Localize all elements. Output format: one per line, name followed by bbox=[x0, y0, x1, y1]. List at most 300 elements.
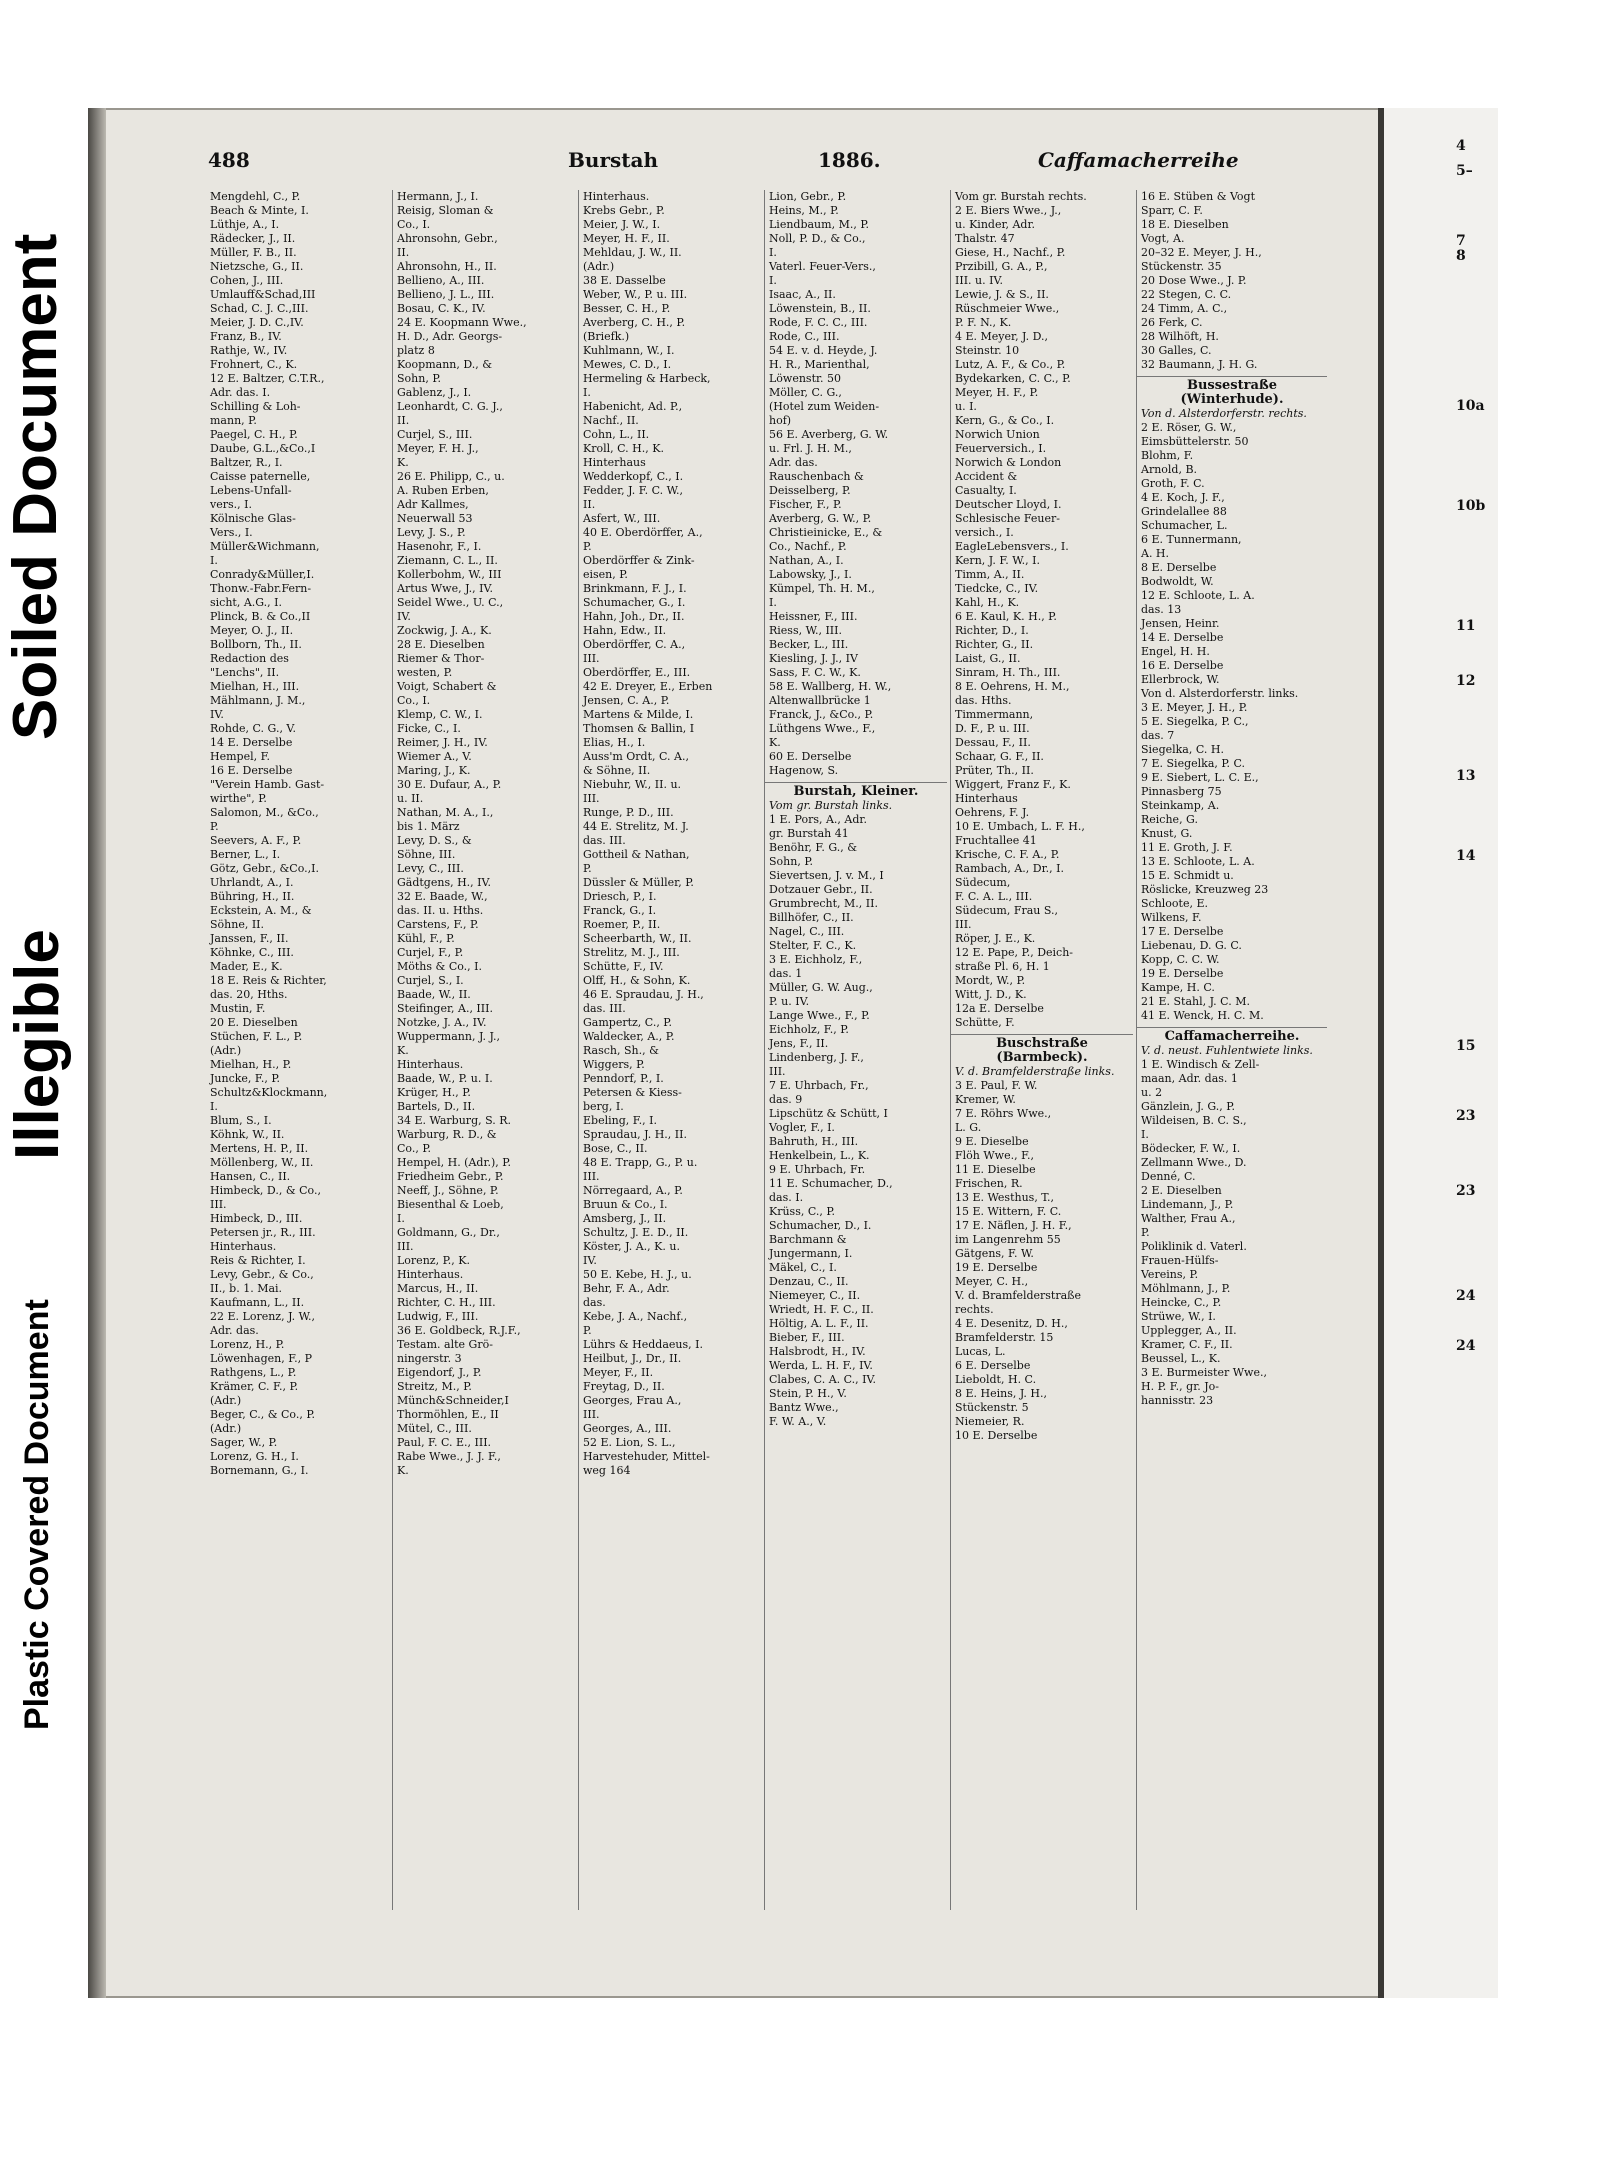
directory-entry: Becker, L., III. bbox=[769, 638, 849, 651]
directory-entry: Kaufmann, L., II. bbox=[210, 1296, 305, 1309]
directory-entry: Lührs & Heddaeus, I. bbox=[583, 1338, 703, 1351]
directory-column-2 bbox=[392, 190, 575, 1910]
directory-entry: 9 E. Siebert, L. C. E., bbox=[1141, 771, 1259, 784]
directory-entry: Bose, C., II. bbox=[583, 1142, 648, 1155]
directory-column-5 bbox=[950, 190, 1133, 1910]
directory-entry: I. bbox=[769, 596, 777, 609]
directory-entry: 20–32 E. Meyer, J. H., bbox=[1141, 246, 1262, 259]
directory-entry: Meyer, C. H., bbox=[955, 1275, 1029, 1288]
directory-entry: Freytag, D., II. bbox=[583, 1380, 665, 1393]
directory-entry: Gampertz, C., P. bbox=[583, 1016, 672, 1029]
adjacent-page-number: 23 bbox=[1456, 1183, 1476, 1199]
directory-entry: Driesch, P., I. bbox=[583, 890, 657, 903]
directory-entry: I. bbox=[769, 246, 777, 259]
directory-entry: Blum, S., I. bbox=[210, 1114, 272, 1127]
directory-entry: Niebuhr, W., II. u. bbox=[583, 778, 682, 791]
directory-entry: Sass, F. C. W., K. bbox=[769, 666, 861, 679]
directory-entry: Levy, J. S., P. bbox=[397, 526, 466, 539]
directory-entry: Heincke, C., P. bbox=[1141, 1296, 1222, 1309]
directory-entry: Rädecker, J., II. bbox=[210, 232, 296, 245]
directory-entry: Hempel, F. bbox=[210, 750, 271, 763]
directory-entry: Kern, G., & Co., I. bbox=[955, 414, 1055, 427]
directory-entry: Wuppermann, J. J., bbox=[397, 1030, 501, 1043]
directory-entry: Friedheim Gebr., P. bbox=[397, 1170, 504, 1183]
directory-entry: Köhnke, C., III. bbox=[210, 946, 294, 959]
directory-entry: Schütte, F., IV. bbox=[583, 960, 664, 973]
directory-entry: Olff, H., & Sohn, K. bbox=[583, 974, 691, 987]
directory-entry: Co., Nachf., P. bbox=[769, 540, 847, 553]
directory-entry: Flöh Wwe., F., bbox=[955, 1149, 1034, 1162]
directory-entry: Schumacher, G., I. bbox=[583, 596, 686, 609]
directory-entry: 20 Dose Wwe., J. P. bbox=[1141, 274, 1247, 287]
directory-entry: Oberdörffer, E., III. bbox=[583, 666, 691, 679]
directory-entry: bis 1. März bbox=[397, 820, 460, 833]
directory-entry: 11 E. Dieselbe bbox=[955, 1163, 1036, 1176]
directory-entry: Pinnasberg 75 bbox=[1141, 785, 1222, 798]
directory-entry: Köhnk, W., II. bbox=[210, 1128, 285, 1141]
directory-entry: berg, I. bbox=[583, 1100, 624, 1113]
directory-entry: 30 Galles, C. bbox=[1141, 344, 1212, 357]
adjacent-page-number: 4 bbox=[1456, 138, 1466, 154]
directory-entry: Lindemann, J., P. bbox=[1141, 1198, 1234, 1211]
directory-entry: Meyer, H. F., II. bbox=[583, 232, 670, 245]
directory-entry: Umlauff&Schad,III bbox=[210, 288, 316, 301]
directory-entry: 3 E. Meyer, J. H., P. bbox=[1141, 701, 1248, 714]
directory-entry: 1 E. Windisch & Zell- bbox=[1141, 1058, 1260, 1071]
directory-entry: Bühring, H., II. bbox=[210, 890, 295, 903]
directory-entry: Hinterhaus. bbox=[210, 1240, 277, 1253]
directory-entry: Stüchen, F. L., P. bbox=[210, 1030, 303, 1043]
directory-entry: Marcus, H., II. bbox=[397, 1282, 479, 1295]
directory-entry: Kroll, C. H., K. bbox=[583, 442, 664, 455]
directory-entry: II. bbox=[583, 498, 596, 511]
directory-entry: (Adr.) bbox=[210, 1044, 242, 1057]
directory-entry: u. Frl. J. H. M., bbox=[769, 442, 852, 455]
directory-entry: Frischen, R. bbox=[955, 1177, 1023, 1190]
directory-entry: Casualty, I. bbox=[955, 484, 1017, 497]
directory-entry: I. bbox=[210, 1100, 218, 1113]
directory-entry: III. bbox=[397, 1240, 414, 1253]
directory-entry: Sievertsen, J. v. M., I bbox=[769, 869, 884, 882]
directory-entry: L. G. bbox=[955, 1121, 982, 1134]
directory-entry: Giese, H., Nachf., P. bbox=[955, 246, 1066, 259]
directory-entry: A. H. bbox=[1141, 547, 1170, 560]
scanned-page bbox=[88, 108, 1498, 1998]
directory-entry: Mielhan, H., P. bbox=[210, 1058, 292, 1071]
directory-entry: Wilkens, F. bbox=[1141, 911, 1202, 924]
directory-entry: Schilling & Loh- bbox=[210, 400, 301, 413]
directory-entry: II., b. 1. Mai. bbox=[210, 1282, 283, 1295]
directory-entry: 13 E. Westhus, T., bbox=[955, 1191, 1055, 1204]
directory-entry: Löwenhagen, F., P bbox=[210, 1352, 313, 1365]
directory-entry: Hahn, Edw., II. bbox=[583, 624, 667, 637]
directory-entry: Bantz Wwe., bbox=[769, 1401, 839, 1414]
directory-entry: Richter, G., II. bbox=[955, 638, 1034, 651]
directory-entry: P. bbox=[583, 540, 592, 553]
directory-entry: P. u. IV. bbox=[769, 995, 810, 1008]
directory-entry: Ludwig, F., III. bbox=[397, 1310, 479, 1323]
directory-entry: Ebeling, F., I. bbox=[583, 1114, 657, 1127]
directory-entry: IV. bbox=[583, 1254, 597, 1267]
directory-entry: Averberg, G. W., P. bbox=[769, 512, 872, 525]
directory-entry: Jungermann, I. bbox=[769, 1247, 853, 1260]
directory-entry: Gätgens, F. W. bbox=[955, 1247, 1034, 1260]
directory-entry: Vogt, A. bbox=[1141, 232, 1185, 245]
directory-entry: Upplegger, A., II. bbox=[1141, 1324, 1237, 1337]
directory-entry: Ellerbrock, W. bbox=[1141, 673, 1220, 686]
directory-entry: P. F. N., K. bbox=[955, 316, 1012, 329]
directory-entry: eisen, P. bbox=[583, 568, 628, 581]
directory-entry: 60 E. Derselbe bbox=[769, 750, 852, 763]
directory-entry: Rode, C., III. bbox=[769, 330, 840, 343]
directory-entry: Mader, E., K. bbox=[210, 960, 283, 973]
directory-entry: 36 E. Goldbeck, R.J.F., bbox=[397, 1324, 521, 1337]
directory-entry: Gädtgens, H., IV. bbox=[397, 876, 492, 889]
section-intro: Vom gr. Burstah links. bbox=[769, 799, 893, 812]
directory-entry: westen, P. bbox=[397, 666, 453, 679]
directory-entry: II. bbox=[397, 414, 410, 427]
directory-entry: Maring, J., K. bbox=[397, 764, 471, 777]
directory-entry: Koopmann, D., & bbox=[397, 358, 493, 371]
directory-entry: Timmermann, bbox=[955, 708, 1034, 721]
directory-entry: Feuerversich., I. bbox=[955, 442, 1047, 455]
adjacent-page-number: 13 bbox=[1456, 768, 1476, 784]
directory-entry: Hahn, Joh., Dr., II. bbox=[583, 610, 685, 623]
directory-entry: Frohnert, C., K. bbox=[210, 358, 298, 371]
directory-entry: 54 E. v. d. Heyde, J. bbox=[769, 344, 878, 357]
directory-entry: Kramer, C. F., II. bbox=[1141, 1338, 1233, 1351]
directory-entry: Averberg, C. H., P. bbox=[583, 316, 686, 329]
directory-entry: 8 E. Oehrens, H. M., bbox=[955, 680, 1070, 693]
directory-entry: Salomon, M., &Co., bbox=[210, 806, 319, 819]
directory-entry: Hempel, H. (Adr.), P. bbox=[397, 1156, 511, 1169]
directory-entry: H. D., Adr. Georgs- bbox=[397, 330, 503, 343]
directory-entry: Ficke, C., I. bbox=[397, 722, 461, 735]
directory-entry: u. 2 bbox=[1141, 1086, 1163, 1099]
directory-entry: wirthe", P. bbox=[210, 792, 267, 805]
directory-entry: Köster, J. A., K. u. bbox=[583, 1240, 680, 1253]
directory-entry: Goldmann, G., Dr., bbox=[397, 1226, 500, 1239]
section-intro: V. d. neust. Fuhlentwiete links. bbox=[1141, 1044, 1313, 1057]
directory-entry: Auss'm Ordt, C. A., bbox=[583, 750, 689, 763]
directory-entry: Cohen, J., III. bbox=[210, 274, 284, 287]
directory-entry: Mewes, C. D., I. bbox=[583, 358, 672, 371]
directory-entry: Adr. das. bbox=[769, 456, 818, 469]
directory-entry: 17 E. Näflen, J. H. F., bbox=[955, 1219, 1072, 1232]
directory-entry: 41 E. Wenck, H. C. M. bbox=[1141, 1009, 1264, 1022]
directory-entry: Kuhlmann, W., I. bbox=[583, 344, 675, 357]
directory-entry: Norwich Union bbox=[955, 428, 1040, 441]
directory-entry: Nathan, A., I. bbox=[769, 554, 844, 567]
directory-entry: Cohn, L., II. bbox=[583, 428, 650, 441]
directory-entry: Clabes, C. A. C., IV. bbox=[769, 1373, 877, 1386]
directory-entry: Müller&Wichmann, bbox=[210, 540, 320, 553]
directory-entry: 24 E. Koopmann Wwe., bbox=[397, 316, 527, 329]
directory-entry: Vereins, P. bbox=[1141, 1268, 1199, 1281]
directory-entry: Lipschütz & Schütt, I bbox=[769, 1107, 888, 1120]
directory-entry: IV. bbox=[210, 708, 224, 721]
directory-entry: 18 E. Reis & Richter, bbox=[210, 974, 327, 987]
directory-entry: Schad, C. J. C.,III. bbox=[210, 302, 309, 315]
directory-entry: Beger, C., & Co., P. bbox=[210, 1408, 315, 1421]
directory-entry: Amsberg, J., II. bbox=[583, 1212, 667, 1225]
directory-entry: (Adr.) bbox=[210, 1394, 242, 1407]
directory-entry: Krämer, C. F., P. bbox=[210, 1380, 299, 1393]
directory-entry: Deisselberg, P. bbox=[769, 484, 851, 497]
directory-entry: Mengdehl, C., P. bbox=[210, 190, 301, 203]
directory-entry: Kölnische Glas- bbox=[210, 512, 296, 525]
directory-entry: Gablenz, J., I. bbox=[397, 386, 472, 399]
directory-entry: Löwenstr. 50 bbox=[769, 372, 842, 385]
directory-entry: Behr, F. A., Adr. bbox=[583, 1282, 670, 1295]
directory-entry: 56 E. Averberg, G. W. bbox=[769, 428, 889, 441]
directory-entry: Thomsen & Ballin, I bbox=[583, 722, 695, 735]
directory-entry: 32 Baumann, J. H. G. bbox=[1141, 358, 1258, 371]
running-head-year: 1886. bbox=[818, 148, 881, 172]
directory-entry: P. bbox=[210, 820, 219, 833]
directory-entry: Curjel, S., III. bbox=[397, 428, 473, 441]
directory-entry: Neeff, J., Söhne, P. bbox=[397, 1184, 499, 1197]
directory-entry: Martens & Milde, I. bbox=[583, 708, 694, 721]
directory-entry: Seidel Wwe., U. C., bbox=[397, 596, 504, 609]
directory-entry: Schumacher, D., I. bbox=[769, 1219, 872, 1232]
directory-entry: Mustin, F. bbox=[210, 1002, 266, 1015]
section-title: Bussestraße (Winterhude). bbox=[1137, 376, 1327, 407]
directory-entry: Schumacher, L. bbox=[1141, 519, 1228, 532]
directory-entry: Fruchtallee 41 bbox=[955, 834, 1037, 847]
directory-entry: Lewie, J. & S., II. bbox=[955, 288, 1049, 301]
directory-entry: Schloote, E. bbox=[1141, 897, 1208, 910]
directory-entry: Blohm, F. bbox=[1141, 449, 1194, 462]
directory-entry: Vers., I. bbox=[210, 526, 253, 539]
directory-entry: Bollborn, Th., II. bbox=[210, 638, 302, 651]
directory-entry: 42 E. Dreyer, E., Erben bbox=[583, 680, 713, 693]
directory-entry: Adr. das. I. bbox=[210, 386, 271, 399]
directory-entry: Kollerbohm, W., III bbox=[397, 568, 502, 581]
directory-entry: K. bbox=[397, 1044, 409, 1057]
directory-column-6 bbox=[1136, 190, 1327, 1910]
directory-entry: Arnold, B. bbox=[1141, 463, 1198, 476]
directory-entry: Thalstr. 47 bbox=[955, 232, 1015, 245]
directory-entry: Roemer, P., II. bbox=[583, 918, 661, 931]
directory-entry: Baade, W., II. bbox=[397, 988, 471, 1001]
directory-entry: Halsbrodt, H., IV. bbox=[769, 1345, 866, 1358]
directory-entry: Timm, A., II. bbox=[955, 568, 1025, 581]
directory-entry: Accident & bbox=[955, 470, 1018, 483]
directory-entry: 50 E. Kebe, H. J., u. bbox=[583, 1268, 692, 1281]
directory-entry: K. bbox=[397, 1464, 409, 1477]
directory-entry: I. bbox=[769, 274, 777, 287]
directory-entry: III. bbox=[769, 1065, 786, 1078]
directory-entry: 1 E. Pors, A., Adr. bbox=[769, 813, 867, 826]
directory-entry: (Hotel zum Weiden- bbox=[769, 400, 880, 413]
directory-entry: Himbeck, D., III. bbox=[210, 1212, 303, 1225]
directory-entry: Rasch, Sh., & bbox=[583, 1044, 659, 1057]
directory-entry: Krische, C. F. A., P. bbox=[955, 848, 1060, 861]
directory-entry: Bahruth, H., III. bbox=[769, 1135, 859, 1148]
directory-entry: Weber, W., P. u. III. bbox=[583, 288, 688, 301]
directory-entry: Witt, J. D., K. bbox=[955, 988, 1027, 1001]
directory-entry: Rabe Wwe., J. J. F., bbox=[397, 1450, 501, 1463]
directory-entry: Löwenstein, B., II. bbox=[769, 302, 871, 315]
directory-entry: 34 E. Warburg, S. R. bbox=[397, 1114, 512, 1127]
directory-entry: Schultz, J. E. D., II. bbox=[583, 1226, 689, 1239]
directory-entry: "Lenchs", II. bbox=[210, 666, 280, 679]
directory-entry: Vom gr. Burstah rechts. bbox=[955, 190, 1087, 203]
directory-entry: Runge, P. D., III. bbox=[583, 806, 674, 819]
directory-entry: Mertens, H. P., II. bbox=[210, 1142, 309, 1155]
directory-entry: Heins, M., P. bbox=[769, 204, 839, 217]
directory-entry: Labowsky, J., I. bbox=[769, 568, 852, 581]
directory-entry: Hinterhaus bbox=[583, 456, 646, 469]
directory-entry: Wiggert, Franz F., K. bbox=[955, 778, 1071, 791]
directory-entry: rechts. bbox=[955, 1303, 994, 1316]
directory-entry: Müller, F. B., II. bbox=[210, 246, 297, 259]
directory-entry: I. bbox=[583, 386, 591, 399]
directory-entry: Eimsbüttelerstr. 50 bbox=[1141, 435, 1249, 448]
directory-entry: Curjel, S., I. bbox=[397, 974, 464, 987]
directory-entry: 7 E. Röhrs Wwe., bbox=[955, 1107, 1052, 1120]
directory-entry: Poliklinik d. Vaterl. bbox=[1141, 1240, 1247, 1253]
directory-entry: Habenicht, Ad. P., bbox=[583, 400, 683, 413]
directory-entry: 18 E. Dieselben bbox=[1141, 218, 1229, 231]
directory-entry: Kebe, J. A., Nachf., bbox=[583, 1310, 688, 1323]
directory-entry: das. 1 bbox=[769, 967, 803, 980]
directory-entry: Richter, C. H., III. bbox=[397, 1296, 496, 1309]
directory-entry: III. bbox=[955, 918, 972, 931]
directory-entry: Redaction des bbox=[210, 652, 289, 665]
directory-entry: Stückenstr. 5 bbox=[955, 1401, 1029, 1414]
directory-entry: III. bbox=[583, 792, 600, 805]
directory-entry: straße Pl. 6, H. 1 bbox=[955, 960, 1050, 973]
directory-entry: 9 E. Uhrbach, Fr. bbox=[769, 1163, 866, 1176]
directory-entry: Rauschenbach & bbox=[769, 470, 864, 483]
directory-entry: im Langenrehm 55 bbox=[955, 1233, 1061, 1246]
side-labels bbox=[0, 0, 88, 1900]
directory-entry: & Söhne, II. bbox=[583, 764, 651, 777]
directory-entry: K. bbox=[397, 456, 409, 469]
directory-entry: Mütel, C., III. bbox=[397, 1422, 472, 1435]
directory-column-4 bbox=[764, 190, 947, 1910]
directory-entry: Stückenstr. 35 bbox=[1141, 260, 1222, 273]
directory-entry: ningerstr. 3 bbox=[397, 1352, 462, 1365]
directory-entry: Juncke, F., P. bbox=[210, 1072, 280, 1085]
directory-entry: Stelter, F. C., K. bbox=[769, 939, 857, 952]
directory-entry: Deutscher Lloyd, I. bbox=[955, 498, 1062, 511]
directory-entry: Petersen jr., R., III. bbox=[210, 1226, 316, 1239]
directory-entry: Bosau, C. K., IV. bbox=[397, 302, 486, 315]
directory-entry: Denzau, C., II. bbox=[769, 1275, 849, 1288]
running-head-next-street: Caffamacherreihe bbox=[1038, 148, 1239, 172]
directory-entry: Bramfelderstr. 15 bbox=[955, 1331, 1054, 1344]
directory-entry: gr. Burstah 41 bbox=[769, 827, 849, 840]
directory-entry: 11 E. Schumacher, D., bbox=[769, 1177, 893, 1190]
section-title: Buschstraße (Barmbeck). bbox=[951, 1034, 1133, 1065]
directory-entry: Jensen, Heinr. bbox=[1141, 617, 1220, 630]
directory-entry: hof) bbox=[769, 414, 792, 427]
directory-entry: Niemeier, R. bbox=[955, 1415, 1025, 1428]
directory-entry: 7 E. Siegelka, P. C. bbox=[1141, 757, 1246, 770]
directory-entry: Levy, D. S., & bbox=[397, 834, 472, 847]
directory-entry: 12 E. Pape, P., Deich- bbox=[955, 946, 1073, 959]
directory-entry: Möller, C. G., bbox=[769, 386, 842, 399]
directory-entry: "Verein Hamb. Gast- bbox=[210, 778, 325, 791]
directory-entry: Ahronsohn, Gebr., bbox=[397, 232, 498, 245]
directory-entry: 44 E. Strelitz, M. J. bbox=[583, 820, 689, 833]
directory-entry: Brinkmann, F. J., I. bbox=[583, 582, 687, 595]
directory-entry: 22 E. Lorenz, J. W., bbox=[210, 1310, 316, 1323]
directory-columns bbox=[206, 190, 1326, 1910]
directory-entry: III. bbox=[210, 1198, 227, 1211]
directory-entry: Bornemann, G., I. bbox=[210, 1464, 309, 1477]
directory-entry: Mehldau, J. W., II. bbox=[583, 246, 682, 259]
directory-entry: Bruun & Co., I. bbox=[583, 1198, 668, 1211]
directory-entry: Kahl, H., K. bbox=[955, 596, 1020, 609]
adjacent-page-number: 24 bbox=[1456, 1288, 1476, 1304]
directory-entry: 3 E. Eichholz, F., bbox=[769, 953, 863, 966]
directory-entry: Kümpel, Th. H. M., bbox=[769, 582, 875, 595]
directory-entry: Norwich & London bbox=[955, 456, 1062, 469]
directory-entry: Mäkel, C., I. bbox=[769, 1261, 837, 1274]
directory-entry: Lorenz, G. H., I. bbox=[210, 1450, 299, 1463]
adjacent-page-number: 10a bbox=[1456, 398, 1485, 414]
section-intro: Von d. Alsterdorferstr. rechts. bbox=[1141, 407, 1307, 420]
directory-entry: Co., I. bbox=[397, 694, 431, 707]
directory-entry: I. bbox=[210, 554, 218, 567]
directory-entry: Heilbut, J., Dr., II. bbox=[583, 1352, 682, 1365]
directory-entry: Stein, P. H., V. bbox=[769, 1387, 847, 1400]
directory-entry: das. III. bbox=[583, 1002, 626, 1015]
directory-entry: Seevers, A. F., P. bbox=[210, 834, 302, 847]
directory-entry: Bydekarken, C. C., P. bbox=[955, 372, 1071, 385]
directory-entry: Walther, Frau A., bbox=[1141, 1212, 1236, 1225]
directory-entry: 12 E. Baltzer, C.T.R., bbox=[210, 372, 325, 385]
directory-entry: Von d. Alsterdorferstr. links. bbox=[1141, 687, 1299, 700]
directory-entry: Fedder, J. F. C. W., bbox=[583, 484, 684, 497]
directory-entry: Thormöhlen, E., II bbox=[397, 1408, 499, 1421]
directory-entry: Kiesling, J. J., IV bbox=[769, 652, 858, 665]
directory-entry: Gottheil & Nathan, bbox=[583, 848, 690, 861]
directory-entry: Münch&Schneider,I bbox=[397, 1394, 509, 1407]
directory-entry: Thonw.-Fabr.Fern- bbox=[210, 582, 312, 595]
plastic-covered-label: Plastic Covered Document bbox=[18, 1299, 56, 1730]
section-title: Burstah, Kleiner. bbox=[765, 782, 947, 799]
directory-entry: Curjel, F., P. bbox=[397, 946, 464, 959]
directory-entry: Steinkamp, A. bbox=[1141, 799, 1220, 812]
directory-entry: Lieboldt, H. C. bbox=[955, 1373, 1037, 1386]
directory-entry: 16 E. Derselbe bbox=[210, 764, 293, 777]
adjacent-page-number: 24 bbox=[1456, 1338, 1476, 1354]
directory-entry: Asfert, W., III. bbox=[583, 512, 661, 525]
directory-entry: 30 E. Dufaur, A., P. bbox=[397, 778, 502, 791]
directory-entry: Krebs Gebr., P. bbox=[583, 204, 665, 217]
directory-entry: Röper, J. E., K. bbox=[955, 932, 1036, 945]
directory-entry: Biesenthal & Loeb, bbox=[397, 1198, 504, 1211]
directory-entry: Lange Wwe., F., P. bbox=[769, 1009, 870, 1022]
directory-entry: Sohn, P. bbox=[769, 855, 813, 868]
directory-entry: Meyer, F., II. bbox=[583, 1366, 654, 1379]
directory-entry: Rathje, W., IV. bbox=[210, 344, 288, 357]
directory-entry: Rathgens, L., P. bbox=[210, 1366, 297, 1379]
directory-entry: u. Kinder, Adr. bbox=[955, 218, 1036, 231]
directory-entry: Voigt, Schabert & bbox=[397, 680, 497, 693]
directory-entry: Söhne, III. bbox=[397, 848, 456, 861]
adjacent-page-number: 23 bbox=[1456, 1108, 1476, 1124]
page-header bbox=[208, 148, 1318, 184]
directory-entry: Oberdörffer, C. A., bbox=[583, 638, 686, 651]
directory-entry: 16 E. Stüben & Vogt bbox=[1141, 190, 1255, 203]
directory-entry: Mählmann, J. M., bbox=[210, 694, 306, 707]
